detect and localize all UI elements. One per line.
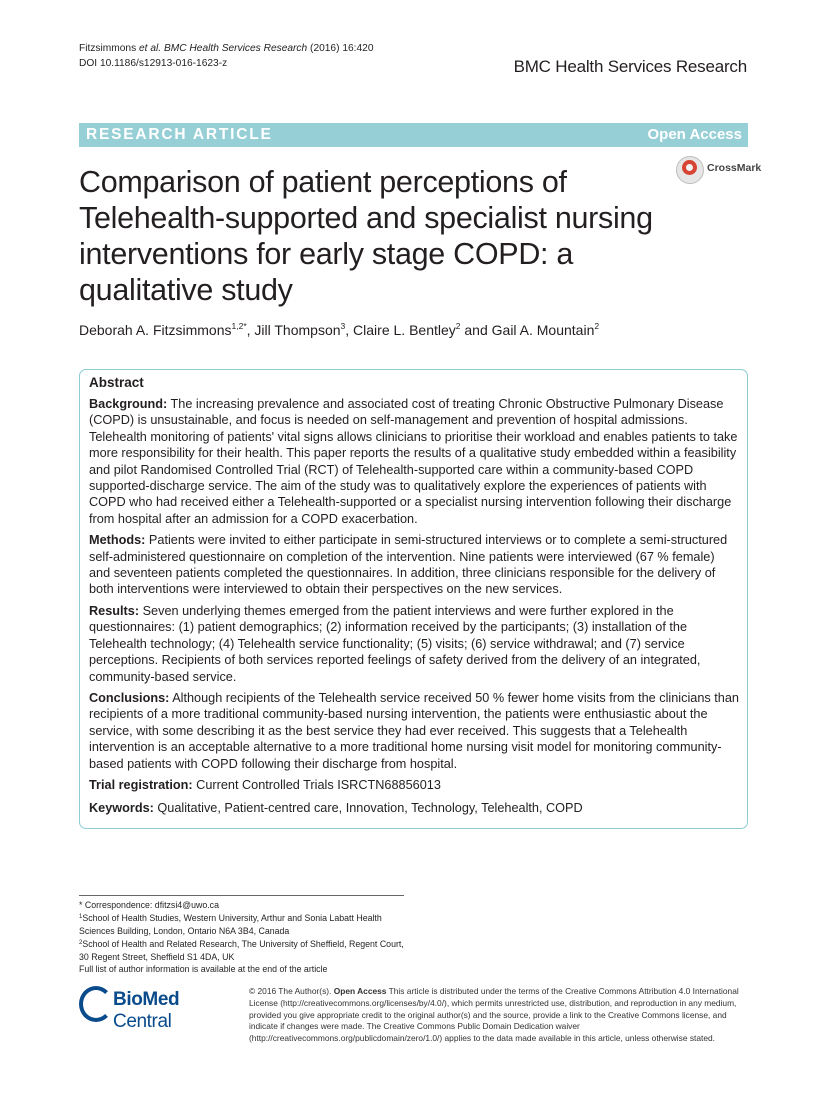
article-type: RESEARCH ARTICLE bbox=[86, 126, 273, 143]
footnotes bbox=[79, 899, 409, 975]
citation-doi[interactable]: DOI 10.1186/s12913-016-1623-z bbox=[79, 57, 228, 69]
abstract-methods: Methods: Patients were invited to either participate in semi-structured interviews or to complete a semi-structured self-administered questionnaire on completion of the intervention. Nine patients were interviewed (67 % female) and seventeen patients completed the questionnaires. In addition, three clinicians responsible for the delivery of both interventions were interviewed to obtain their perspectives on the new services. bbox=[89, 533, 728, 597]
journal-name: BMC Health Services Research bbox=[513, 57, 747, 76]
author: Claire L. Bentley$^2$ bbox=[353, 321, 461, 338]
license-statement: © 2016 The Author(s). Open Access This article is distributed under the terms of the Creative Commons Attribution 4.0 International License (http://creativecommons.org/licenses/by/4.0/), which permits unrestricted use, distribution, and reproduction in any medium, provided you give appropriate credit to the original author(s) and the source, provide a link to the Creative Commons license, and indicate if changes were made. The Creative Commons Public Domain Dedication waiver (http://creativecommons.org/publicdomain/zero/1.0/) applies to the data made available in this article, unless otherwise stated. bbox=[249, 986, 739, 1044]
abstract-keywords: Keywords: Qualitative, Patient-centred care, Innovation, Technology, Telehealth, COPD bbox=[89, 801, 583, 816]
article-title: Comparison of patient perceptions of Telehealth-supported and specialist nursing interventions for early stage COPD: a qualitative study bbox=[79, 165, 653, 307]
author-info-note: Full list of author information is available at the end of the article bbox=[79, 964, 328, 975]
author: Jill Thompson$^3$ bbox=[254, 321, 346, 338]
affiliation-2: $^2$School of Health and Related Research, The University of Sheffield, Regent Court, 30 Regent Street, Sheffield S1 4DA, UK bbox=[79, 939, 404, 962]
author: Gail A. Mountain$^2$ bbox=[491, 321, 600, 338]
affiliation-1: $^1$School of Health Studies, Western University, Arthur and Sonia Labatt Health Sciences Building, London, Ontario N6A 3B4, Canada bbox=[79, 913, 382, 936]
citation-author: Fitzsimmons bbox=[79, 43, 137, 54]
citation bbox=[79, 42, 374, 71]
correspondence: * Correspondence: dfitzsi4@uwo.ca bbox=[79, 900, 219, 910]
biomed-central-wordmark: BioMed Central bbox=[113, 989, 180, 1032]
open-access-label: Open Access bbox=[647, 126, 742, 143]
article-banner bbox=[79, 123, 748, 147]
biomed-central-icon bbox=[79, 986, 113, 1022]
abstract-background: Background: The increasing prevalence and associated cost of treating Chronic Obstructive Pulmonary Disease (COPD) is unsustainable, and focus is needed on self-management and prevention of hospital admissions. Telehealth monitoring of patients' vital signs allows clinicians to prioritise their workload and enables patients to take more responsibility for their health. This paper reports the results of a qualitative study embedded within a feasibility and pilot Randomised Controlled Trial (RCT) of Telehealth-supported care within a community-based COPD supported-discharge service. The aim of the study was to qualitatively explore the experiences of patients with COPD who had received either a Telehealth-supported or a specialist nursing intervention following their discharge from hospital after an admission for a COPD exacerbation. bbox=[89, 397, 738, 526]
abstract-trial-registration: Trial registration: Current Controlled Trials ISRCTN68856013 bbox=[89, 777, 441, 792]
citation-etal: et al. bbox=[139, 43, 162, 54]
crossmark-badge[interactable] bbox=[672, 156, 762, 186]
citation-line bbox=[79, 42, 374, 57]
citation-journal: BMC Health Services Research bbox=[163, 43, 308, 54]
abstract-conclusions: Conclusions: Although recipients of the Telehealth service received 50 % fewer home visits from the clinicians than recipients of a more traditional community-based nursing intervention, the patients were enthusiastic about the service, with some describing it as the best service they had ever received. This suggests that a Telehealth intervention is an acceptable alternative to a more traditional home nursing visit model for monitoring community-based patients with COPD following their discharge from hospital. bbox=[89, 690, 739, 771]
abstract-heading: Abstract bbox=[89, 375, 144, 390]
author-list: Deborah A. Fitzsimmons$^{1,2*}$, Jill Thompson$^3$, Claire L. Bentley$^2$ and Gail A. Mountain$^2$ bbox=[79, 321, 600, 338]
footnote-divider bbox=[79, 895, 404, 896]
abstract-box bbox=[79, 369, 748, 829]
citation-year-volume: (2016) 16:420 bbox=[310, 43, 374, 54]
author: Deborah A. Fitzsimmons$^{1,2*}$ bbox=[79, 321, 247, 338]
crossmark-label: CrossMark bbox=[707, 162, 762, 174]
crossmark-icon bbox=[676, 156, 704, 184]
biomed-central-logo bbox=[79, 985, 239, 1032]
abstract-results: Results: Seven underlying themes emerged from the patient interviews and were further explored in the questionnaires: (1) patient demographics; (2) information received by the participants; (3) installation of the Telehealth technology; (4) Telehealth service functionality; (5) visits; (6) service withdrawal; and (7) service perceptions. Recipients of both services reported feelings of safety derived from the delivery of an integrated, community-based service. bbox=[89, 603, 701, 684]
